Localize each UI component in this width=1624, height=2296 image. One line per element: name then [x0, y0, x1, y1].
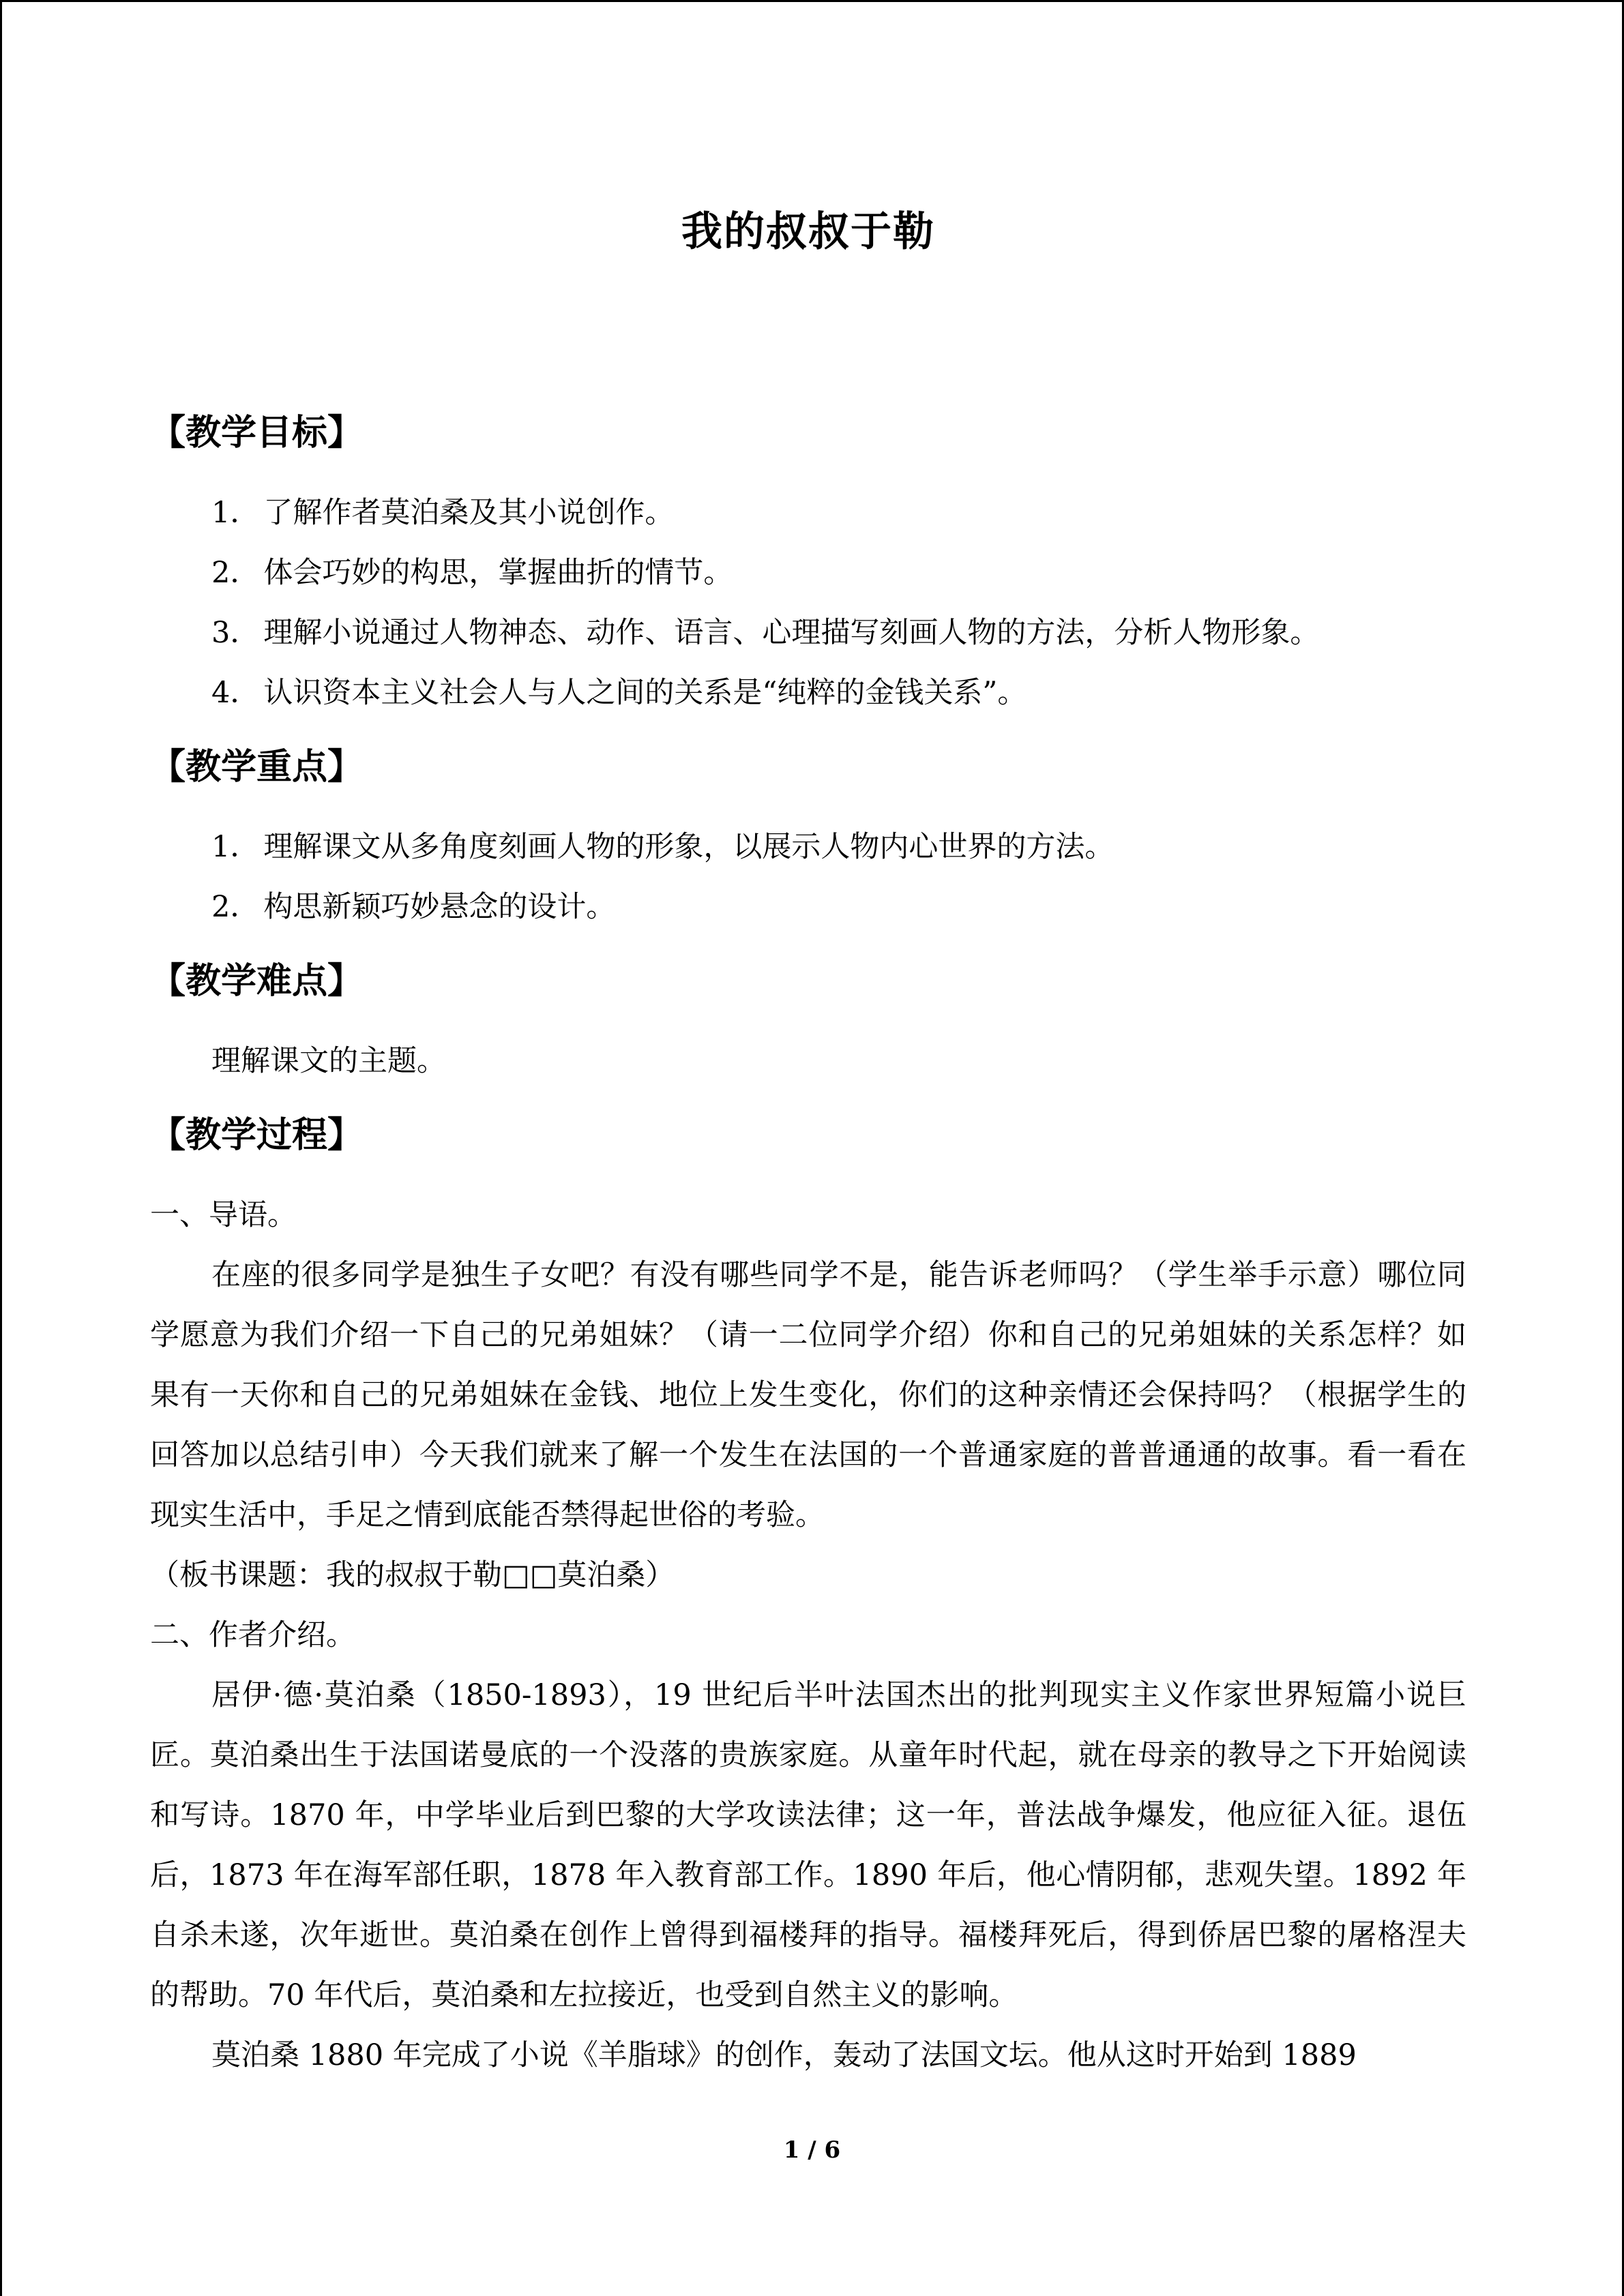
heading-teaching-goals: 【教学目标】 — [150, 412, 364, 453]
list-item — [150, 603, 1466, 663]
item-number: 1． — [211, 496, 260, 530]
item-number: 3． — [211, 616, 260, 650]
part2-heading: 二、作者介绍。 — [150, 1618, 355, 1652]
item-number: 4． — [211, 676, 260, 710]
item-text: 理解小说通过人物神态、动作、语言、心理描写刻画人物的方法，分析人物形象。 — [263, 616, 1320, 650]
item-text: 认识资本主义社会人与人之间的关系是“纯粹的金钱关系”。 — [263, 676, 1027, 710]
list-item — [150, 663, 1466, 723]
item-text: 体会巧妙的构思，掌握曲折的情节。 — [263, 556, 733, 590]
heading-teaching-process: 【教学过程】 — [150, 1114, 364, 1156]
list-item — [150, 877, 1466, 937]
item-number: 1． — [211, 830, 260, 864]
item-number: 2． — [211, 890, 260, 924]
teaching-goals-list — [150, 483, 1466, 723]
part2-paragraph-2: 莫泊桑 1880 年完成了小说《羊脂球》的创作，轰动了法国文坛。他从这时开始到 1889 — [211, 2038, 1357, 2072]
key-points-list — [150, 817, 1466, 937]
heading-key-points: 【教学重点】 — [150, 746, 364, 788]
list-item — [150, 543, 1466, 603]
item-text: 理解课文从多角度刻画人物的形象，以展示人物内心世界的方法。 — [263, 830, 1114, 864]
list-item — [150, 817, 1466, 877]
page-number: 1 / 6 — [783, 2136, 841, 2164]
document-title: 我的叔叔于勒 — [681, 208, 935, 256]
item-number: 2． — [211, 556, 260, 590]
item-text: 构思新颖巧妙悬念的设计。 — [263, 890, 616, 924]
part2-paragraph-1: 居伊·德·莫泊桑（1850-1893），19 世纪后半叶法国杰出的批判现实主义作家世界短篇小说巨匠。莫泊桑出生于法国诺曼底的一个没落的贵族家庭。从童年时代起，就在母亲的教导之下开始阅读和写诗。1870 年，中学毕业后到巴黎的大学攻读法律；这一年，普法战争爆发，他应征入征。退伍后，1873 年在海军部任职，1878 年入教育部工作。1890 年后，他心情阴郁，悲观失望。1892 年自杀未遂，次年逝世。莫泊桑在创作上曾得到福楼拜的指导。福楼拜死后，得到侨居巴黎的屠格涅夫的帮助。70 年代后，莫泊桑和左拉接近，也受到自然主义的影响。 — [150, 1678, 1466, 2012]
part1-heading: 一、导语。 — [150, 1198, 297, 1232]
part1-paragraph: 在座的很多同学是独生子女吧？有没有哪些同学不是，能告诉老师吗？（学生举手示意）哪位同学愿意为我们介绍一下自己的兄弟姐妹？（请一二位同学介绍）你和自己的兄弟姐妹的关系怎样？如果有一天你和自己的兄弟姐妹在金钱、地位上发生变化，你们的这种亲情还会保持吗？（根据学生的回答加以总结引申）今天我们就来了解一个发生在法国的一个普通家庭的普普通通的故事。看一看在现实生活中，手足之情到底能否禁得起世俗的考验。 — [150, 1258, 1466, 1532]
item-text: 了解作者莫泊桑及其小说创作。 — [263, 496, 675, 530]
difficulties-text: 理解课文的主题。 — [211, 1044, 446, 1078]
list-item — [150, 483, 1466, 543]
heading-difficulties: 【教学难点】 — [150, 960, 364, 1002]
document-body — [150, 205, 1466, 2085]
board-note: （板书课题：我的叔叔于勒□□莫泊桑） — [150, 1558, 675, 1592]
